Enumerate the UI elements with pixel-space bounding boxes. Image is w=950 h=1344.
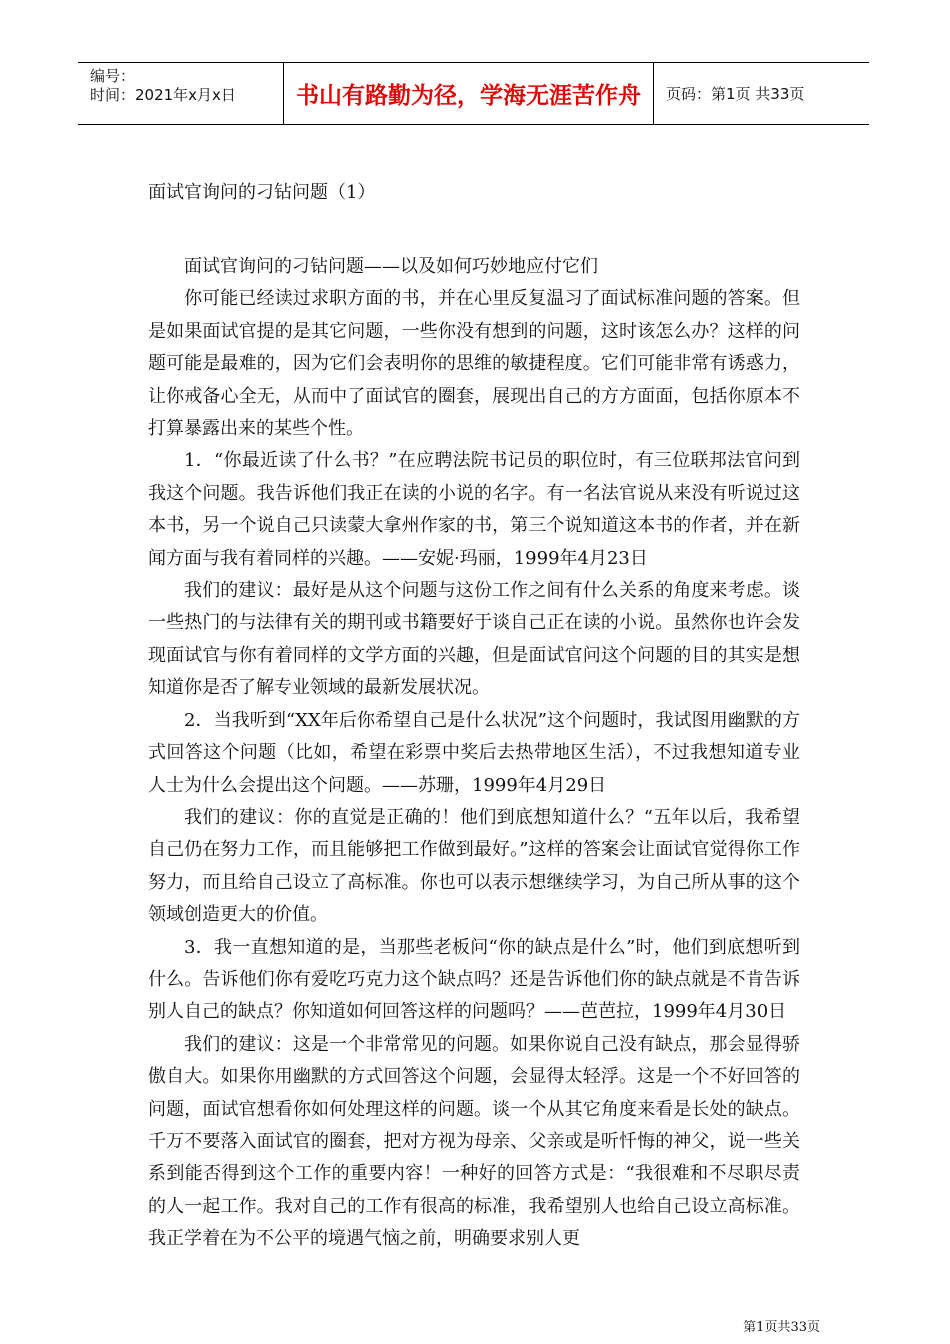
paragraph-question-3: 3．我一直想知道的是，当那些老板问“你的缺点是什么”时，他们到底想听到什么。告诉他们你有爱吃巧克力这个缺点吗？还是告诉他们你的缺点就是不肯告诉别人自己的缺点？你知道如何回答这样的问题吗？——芭芭拉，1999年4月30日 xyxy=(148,936,800,1023)
document-number-label: 编号： xyxy=(90,67,136,85)
paragraph-advice-3: 我们的建议：这是一个非常常见的问题。如果你说自己没有缺点，那会显得骄傲自大。如果你用幽默的方式回答这个问题，会显得太轻浮。这是一个不好回答的问题，面试官想看你如何处理这样的问题。谈一个从其它角度来看是长处的缺点。千万不要落入面试官的圈套，把对方视为母亲、父亲或是听忏悔的神父，说一些关系到能否得到这个工作的重要内容！一种好的回答方式是：“我很难和不尽职尽责的人一起工作。我对自己的工作有很高的标准，我希望别人也给自己设立高标准。我正学着在为不公平的境遇气恼之前，明确要求别人更 xyxy=(148,1033,800,1250)
page-header xyxy=(78,62,869,125)
header-motto: 书山有路勤为径，学海无涯苦作舟 xyxy=(283,63,654,124)
document-body xyxy=(148,251,800,1256)
document-title: 面试官询问的刁钻问题（1） xyxy=(148,182,376,203)
paragraph-intro: 你可能已经读过求职方面的书，并在心里反复温习了面试标准问题的答案。但是如果面试官提的是其它问题，一些你没有想到的问题，这时该怎么办？这样的问题可能是最难的，因为它们会表明你的思维的敏捷程度。它们可能非常有诱惑力，让你戒备心全无，从而中了面试官的圈套，展现出自己的方方面面，包括你原本不打算暴露出来的某些个性。 xyxy=(148,288,800,440)
paragraph-advice-2: 我们的建议：你的直觉是正确的！他们到底想知道什么？“五年以后，我希望自己仍在努力工作，而且能够把工作做到最好。”这样的答案会让面试官觉得你工作努力，而且给自己设立了高标准。你也可以表示想继续学习，为自己所从事的这个领域创造更大的价值。 xyxy=(148,806,800,926)
document-time-label: 时间：2021年x月x日 xyxy=(90,86,236,104)
paragraph-subtitle: 面试官询问的刁钻问题——以及如何巧妙地应付它们 xyxy=(184,256,598,277)
paragraph-question-2: 2．当我听到“XX年后你希望自己是什么状况”这个问题时，我试图用幽默的方式回答这个问题（比如，希望在彩票中奖后去热带地区生活），不过我想知道专业人士为什么会提出这个问题。——苏珊，1999年4月29日 xyxy=(148,709,800,796)
paragraph-advice-1: 我们的建议：最好是从这个问题与这份工作之间有什么关系的角度来考虑。谈一些热门的与法律有关的期刊或书籍要好于谈自己正在读的小说。虽然你也许会发现面试官与你有着同样的文学方面的兴趣，但是面试官问这个问题的目的其实是想知道你是否了解专业领域的最新发展状况。 xyxy=(148,580,800,699)
header-page-code: 页码：第1页 共33页 xyxy=(666,85,805,103)
page-footer: 第1页共33页 xyxy=(743,1320,820,1335)
header-meta xyxy=(78,63,283,124)
paragraph-question-1: 1．“你最近读了什么书？”在应聘法院书记员的职位时，有三位联邦法官问到我这个问题。我告诉他们我正在读的小说的名字。有一名法官说从来没有听说过这本书，另一个说自己只读蒙大拿州作家的书，第三个说知道这本书的作者，并在新闻方面与我有着同样的兴趣。——安妮·玛丽，1999年4月23日 xyxy=(148,450,800,569)
